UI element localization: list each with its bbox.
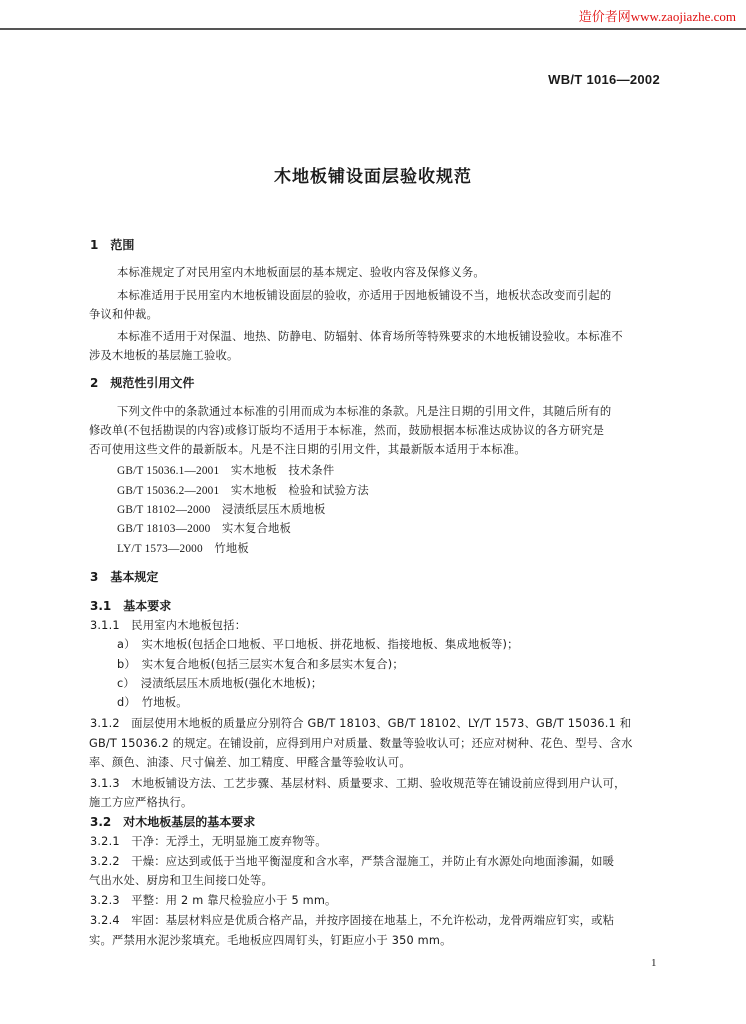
- clause-3-2-3: 3.2.3 平整：用 2 m 靠尺检验应小于 5 mm。: [90, 894, 337, 907]
- s2-paragraph-line-1: 下列文件中的条款通过本标准的引用而成为本标准的条款。凡是注日期的引用文件，其随后所有的: [117, 405, 612, 418]
- s1-paragraph-2-line-2: 争议和仲裁。: [89, 308, 158, 321]
- page-number: 1: [651, 957, 657, 969]
- clause-3-2-1: 3.2.1 干净：无浮土，无明显施工废弃物等。: [90, 835, 327, 848]
- list-item: b） 实木复合地板(包括三层实木复合和多层实木复合)；: [117, 658, 404, 671]
- section-2-heading: 2 规范性引用文件: [90, 376, 195, 390]
- list-item: d） 竹地板。: [117, 696, 188, 709]
- clause-3-1-3-line-2: 施工方应严格执行。: [89, 796, 193, 809]
- reference-item: GB/T 15036.1—2001 实木地板 技术条件: [117, 465, 335, 477]
- clause-3-1-2-line-1: 3.1.2 面层使用木地板的质量应分别符合 GB/T 18103、GB/T 18102、LY/T 1573、GB/T 15036.1 和: [90, 717, 632, 730]
- clause-3-1-1: 3.1.1 民用室内木地板包括：: [90, 619, 247, 632]
- reference-item: GB/T 15036.2—2001 实木地板 检验和试验方法: [117, 485, 369, 497]
- document-title: 木地板铺设面层验收规范: [274, 167, 472, 187]
- clause-3-2-2-line-2: 气出水处、厨房和卫生间接口处等。: [89, 874, 273, 887]
- clause-3-1-2-line-2: GB/T 15036.2 的规定。在铺设前，应得到用户对质量、数量等验收认可；还应对树种、花色、型号、含水: [89, 737, 633, 750]
- s1-paragraph-3-line-1: 本标准不适用于对保温、地热、防静电、防辐射、体育场所等特殊要求的木地板铺设验收。本标准不: [117, 330, 623, 343]
- clause-3-2-2-line-1: 3.2.2 干燥：应达到或低于当地平衡湿度和含水率，严禁含湿施工，并防止有水源处向地面渗漏，如暖: [90, 855, 615, 868]
- s2-paragraph-line-3: 否可使用这些文件的最新版本。凡是不注日期的引用文件，其最新版本适用于本标准。: [89, 443, 526, 456]
- section-3-heading: 3 基本规定: [90, 570, 159, 584]
- clause-3-1-3-line-1: 3.1.3 木地板铺设方法、工艺步骤、基层材料、质量要求、工期、验收规范等在铺设前应得到用户认可，: [90, 777, 626, 790]
- clause-3-2-4-line-1: 3.2.4 牢固：基层材料应是优质合格产品，并按序固接在地基上，不允许松动，龙骨两端应钉实，或粘: [90, 914, 615, 927]
- clause-3-1-2-line-3: 率、颜色、油漆、尺寸偏差、加工精度、甲醛含量等验收认可。: [89, 756, 411, 769]
- watermark-url: 造价者网www.zaojiazhe.com: [578, 9, 736, 24]
- s1-paragraph-2-line-1: 本标准适用于民用室内木地板铺设面层的验收，亦适用于因地板铺设不当，地板状态改变而引起的: [117, 289, 612, 302]
- clause-3-2-4-line-2: 实。严禁用水泥沙浆填充。毛地板应四周钉头，钉距应小于 350 mm。: [89, 934, 452, 947]
- clause-3-1-heading: 3.1 基本要求: [90, 599, 172, 613]
- reference-item: GB/T 18103—2000 实木复合地板: [117, 523, 291, 535]
- s1-paragraph-1: 本标准规定了对民用室内木地板面层的基本规定、验收内容及保修义务。: [117, 266, 485, 279]
- standard-code: WB/T 1016—2002: [548, 72, 660, 87]
- section-1-heading: 1 范围: [90, 238, 135, 252]
- reference-item: GB/T 18102—2000 浸渍纸层压木质地板: [117, 504, 326, 516]
- header-rule: [0, 28, 746, 30]
- reference-item: LY/T 1573—2000 竹地板: [117, 543, 249, 555]
- s1-paragraph-3-line-2: 涉及木地板的基层施工验收。: [89, 349, 239, 362]
- clause-3-2-heading: 3.2 对木地板基层的基本要求: [90, 815, 256, 829]
- list-item: a） 实木地板(包括企口地板、平口地板、拼花地板、指接地板、集成地板等)；: [117, 638, 519, 651]
- list-item: c） 浸渍纸层压木质地板(强化木地板)；: [117, 677, 323, 690]
- s2-paragraph-line-2: 修改单(不包括勘误的内容)或修订版均不适用于本标准，然而，鼓励根据本标准达成协议的各方研究是: [89, 424, 605, 437]
